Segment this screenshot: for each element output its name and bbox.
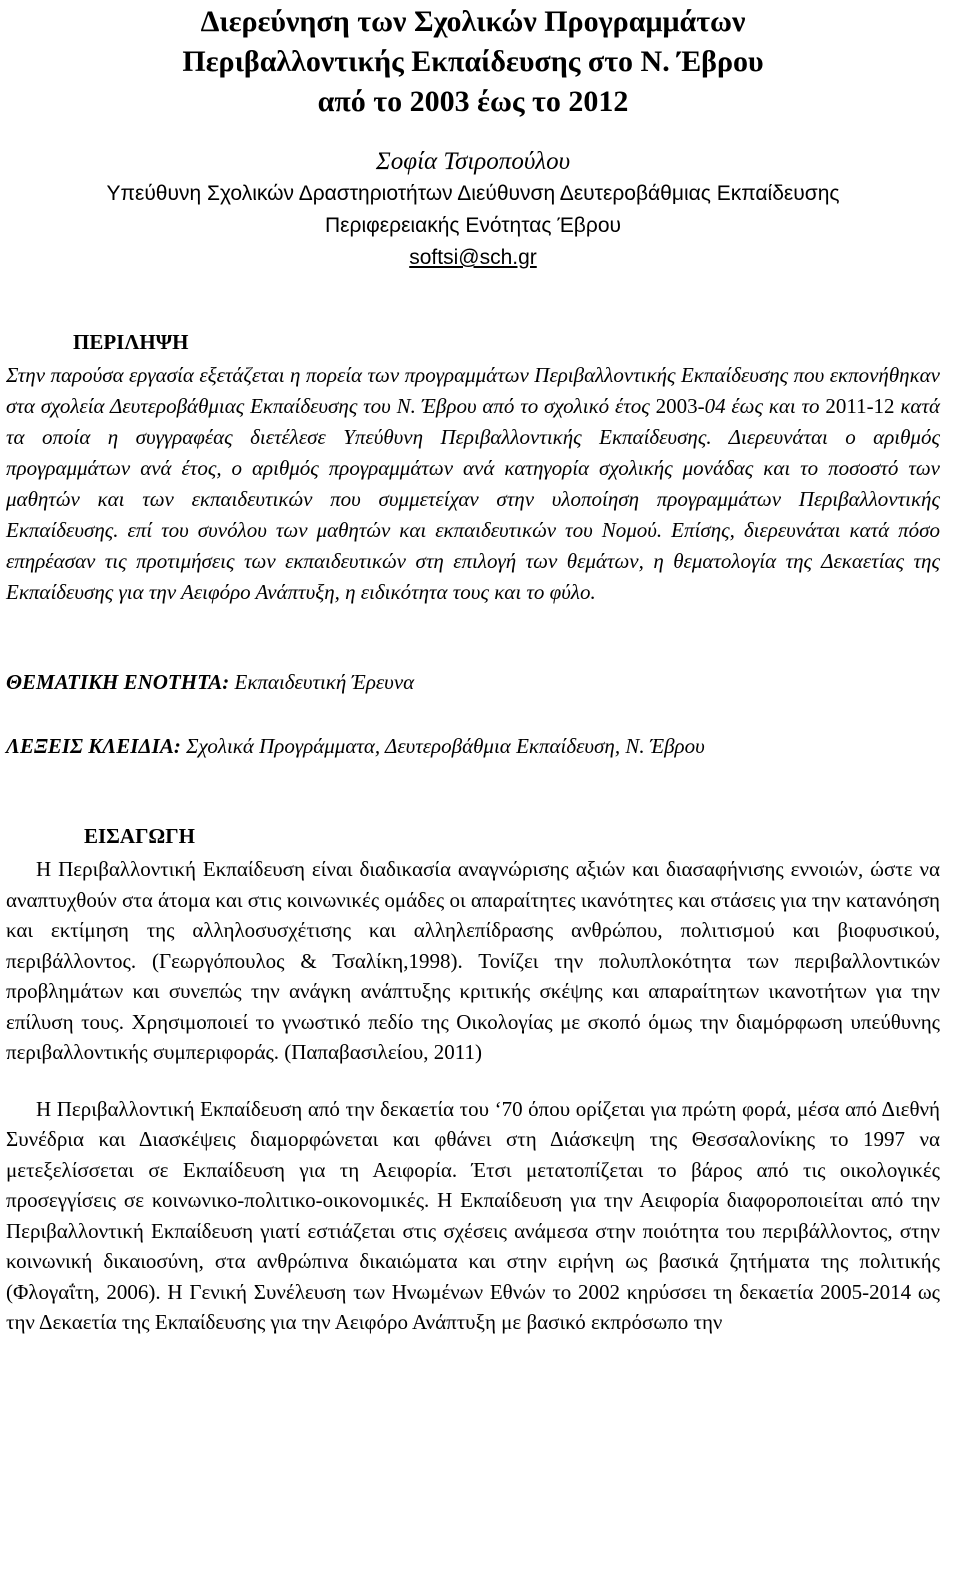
title-line-2: Περιβαλλοντικής Εκπαίδευσης στο Ν. Έβρου (182, 45, 764, 78)
abstract-part-1: Στην παρούσα εργασία εξετάζεται η πορεία των προγραμμάτων Περιβαλλοντικής Εκπαίδευσης που εκπονήθηκαν στα σχολεία Δευτεροβάθμιας Εκπαίδευσης του Ν. Έβρου από το σχολικό έτος (6, 363, 940, 418)
introduction-paragraph-1: Η Περιβαλλοντική Εκπαίδευση είναι διαδικασία αναγνώρισης αξιών και διασαφήνισης εννοιών, ώστε να αναπτυχθούν στα άτομα και στις κοινωνικές ομάδες οι απαραίτητες ικανότητες και στάσεις για την κατανόηση και εκτίμηση της αλληλοσυσχέτισης και αλληλεπίδρασης ανθρώπου, πολιτισμού και βιοφυσικού, περιβάλλοντος. (Γεωργόπουλος & Τσαλίκη,1998). Τονίζει την πολυπλοκότητα των περιβαλλοντικών προβλημάτων και συνεπώς την ανάγκη ανάπτυξης κριτικής σκέψης και απαραίτητων ικανοτήτων για την επίλυση τους. Χρησιμοποιεί το γνωστικό πεδίο της Οικολογίας με σκοπό όμως την διαμόρφωση υπεύθυνης περιβαλλοντικής συμπεριφοράς. (Παπαβασιλείου, 2011) (6, 857, 940, 1064)
author-block (6, 146, 940, 274)
abstract-year-end: 2011-12 (825, 394, 895, 418)
thematic-unit-value: Εκπαιδευτική Έρευνα (229, 670, 415, 694)
abstract-year-start: 2003- (655, 394, 705, 418)
abstract-text (6, 360, 940, 608)
author-email-link[interactable]: softsi@sch.gr (409, 246, 537, 269)
abstract-heading: ΠΕΡΙΛΗΨΗ (73, 330, 189, 354)
title-line-3: από το 2003 έως το 2012 (317, 85, 629, 118)
author-affiliation-line-2: Περιφερειακής Ενότητας Έβρου (325, 214, 621, 237)
title-line-1: Διερεύνηση των Σχολικών Προγραμμάτων (200, 5, 746, 38)
introduction-paragraph-2: Η Περιβαλλοντική Εκπαίδευση από την δεκαετία του ‘70 όπου ορίζεται για πρώτη φορά, μέσα από Διεθνή Συνέδρια και Διασκέψεις διαμορφώνεται και φθάνει στη Διάσκεψη της Θεσσαλονίκης το 1997 να μετεξελίσσεται σε Εκπαίδευση για τη Αειφορία. Έτσι μετατοπίζεται το βάρος από τις οικολογικές προσεγγίσεις σε κοινωνικο-πολιτικο-οικονομικές. Η Εκπαίδευση για την Αειφορία διαφοροποιείται από την Περιβαλλοντική Εκπαίδευση γιατί εστιάζεται στις σχέσεις ανάμεσα στην ποιότητα του περιβάλλοντος, στην κοινωνική δικαιοσύνη, στα ανθρώπινα δικαιώματα και στην ειρήνη ως βασικά ζητήματα της πολιτικής (Φλογαΐτη, 2006). Η Γενική Συνέλευση των Ηνωμένων Εθνών το 2002 κηρύσσει τη δεκαετία 2005-2014 ως την Δεκαετία της Εκπαίδευσης για την Αειφόρο Ανάπτυξη με βασικό εκπρόσωπο την (6, 1096, 940, 1334)
introduction-heading: ΕΙΣΑΓΩΓΗ (84, 824, 195, 848)
keywords-label: ΛΕΞΕΙΣ ΚΛΕΙΔΙΑ: (6, 734, 181, 758)
abstract-part-2: 04 έως και το (704, 394, 826, 418)
author-name: Σοφία Τσιροπούλου (375, 148, 571, 175)
keywords-value: Σχολικά Προγράμματα, Δευτεροβάθμια Εκπαίδευση, Ν. Έβρου (180, 734, 705, 758)
abstract-part-3: κατά τα οποία η συγγραφέας διετέλεσε Υπεύθυνη Περιβαλλοντικής Εκπαίδευσης. Διερευνάται ο αριθμός προγραμμάτων ανά έτος, ο αριθμός προγραμμάτων ανά κατηγορία σχολικής μονάδας και το ποσοστό των μαθητών και των εκπαιδευτικών που συμμετείχαν στην υλοποίηση προγραμμάτων Περιβαλλοντικής Εκπαίδευσης. επί του συνόλου των μαθητών και εκπαιδευτικών του Νομού. Επίσης, διερευνάται κατά πόσο επηρέασαν τις προτιμήσεις των εκπαιδευτικών στη επιλογή των θεμάτων, η θεματολογία της Δεκαετίας της Εκπαίδευσης για την Αειφόρο Ανάπτυξη, η ειδικότητα τους και το φύλο. (6, 394, 940, 604)
thematic-unit-label: ΘΕΜΑΤΙΚΗ ΕΝΟΤΗΤΑ: (6, 670, 230, 694)
keywords (6, 732, 940, 760)
author-affiliation-line-1: Υπεύθυνη Σχολικών Δραστηριοτήτων Διεύθυνση Δευτεροβάθμιας Εκπαίδευσης (106, 182, 840, 205)
thematic-unit (6, 668, 940, 696)
paper-title (6, 0, 940, 122)
